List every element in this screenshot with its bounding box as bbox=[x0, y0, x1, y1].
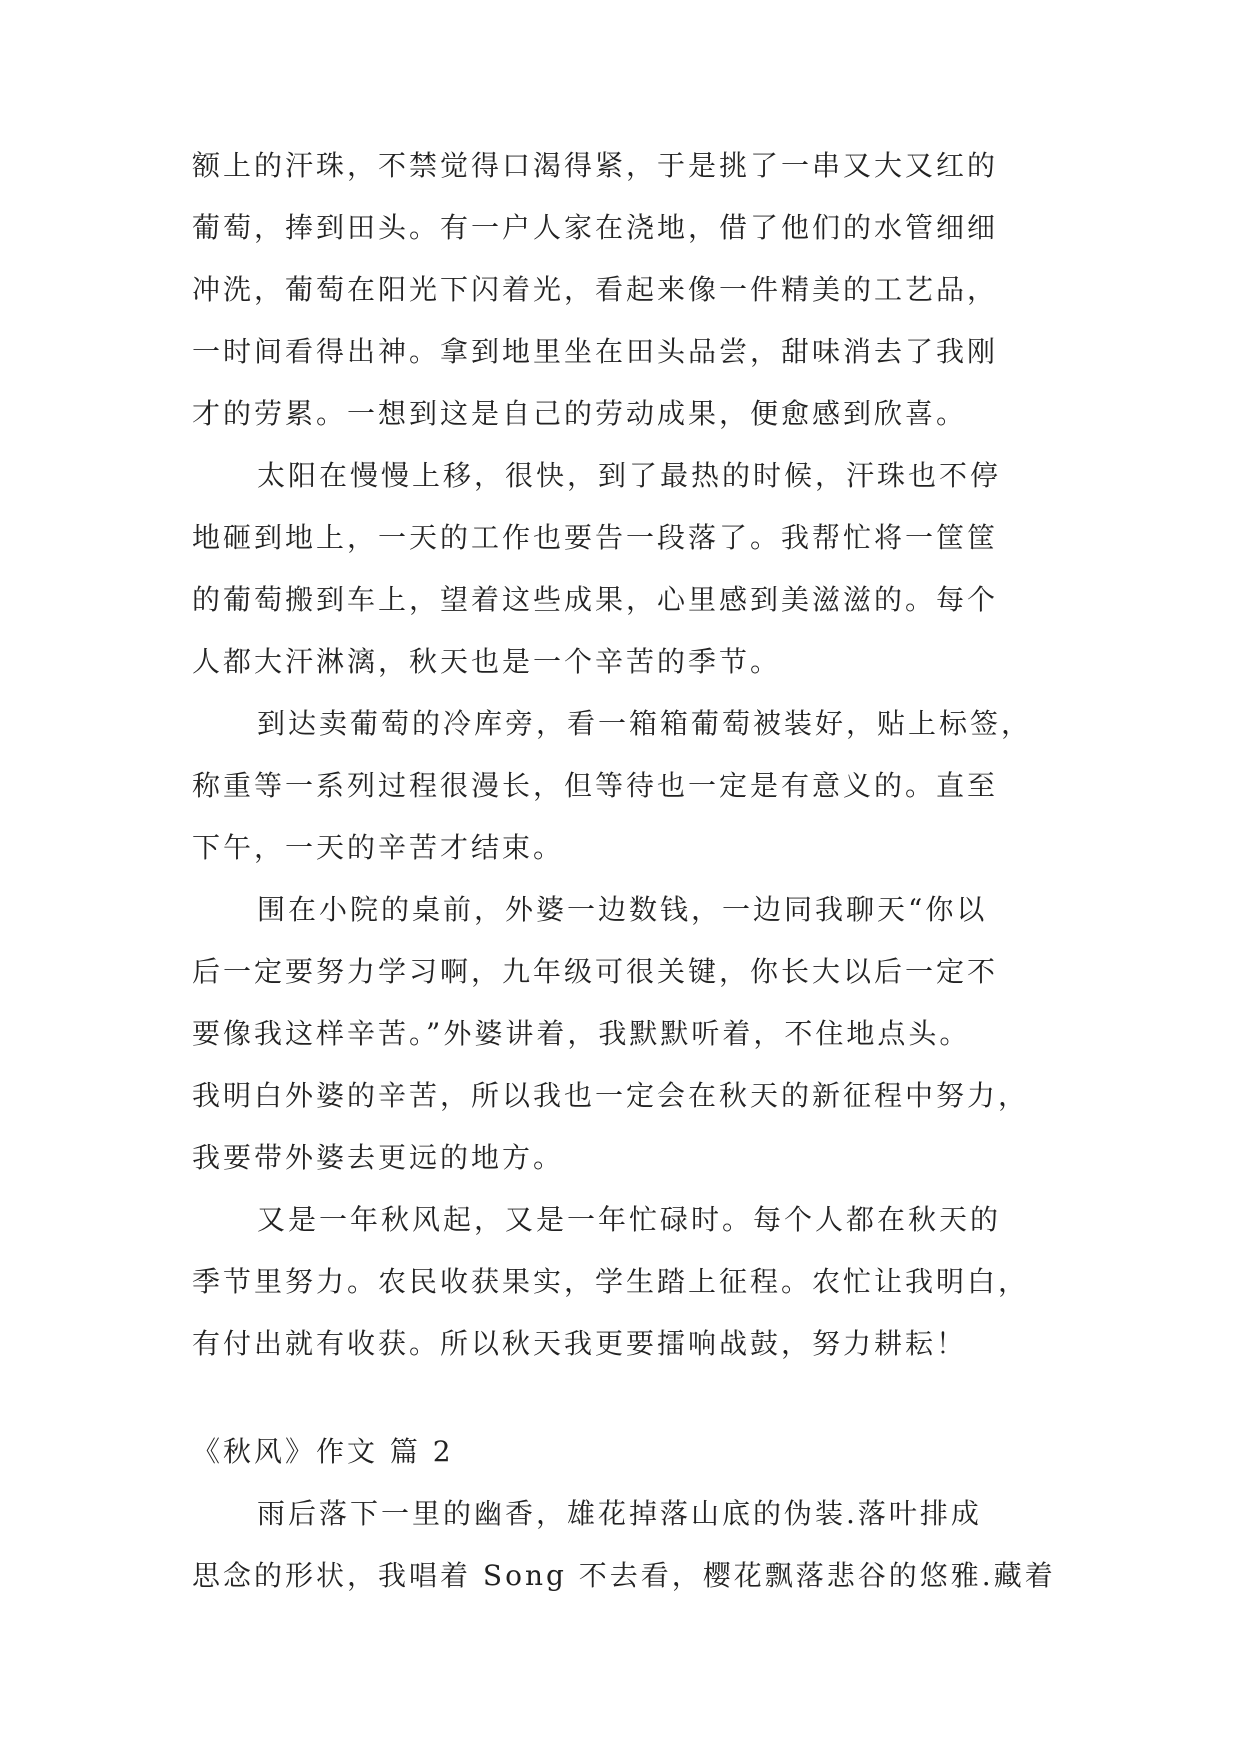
text-line: 要像我这样辛苦。”外婆讲着，我默默听着，不住地点头。 bbox=[192, 1017, 971, 1050]
text-line: 地砸到地上，一天的工作也要告一段落了。我帮忙将一筐筐 bbox=[192, 521, 999, 554]
text-line: 葡萄，捧到田头。有一户人家在浇地，借了他们的水管细细 bbox=[192, 211, 999, 244]
text-line: 的葡萄搬到车上，望着这些成果，心里感到美滋滋的。每个 bbox=[192, 583, 999, 616]
text-line: 下午，一天的辛苦才结束。 bbox=[192, 831, 565, 864]
text-line: 有付出就有收获。所以秋天我更要擂响战鼓，努力耕耘！ bbox=[192, 1327, 968, 1360]
section-heading: 《秋风》作文 篇 2 bbox=[192, 1435, 454, 1468]
text-line: 我明白外婆的辛苦，所以我也一定会在秋天的新征程中努力， bbox=[192, 1079, 1030, 1112]
text-line: 思念的形状，我唱着 Song 不去看，樱花飘落悲谷的悠雅.藏着 bbox=[192, 1559, 1056, 1592]
paragraph-first-line: 又是一年秋风起，又是一年忙碌时。每个人都在秋天的 bbox=[257, 1203, 1002, 1236]
paragraph-first-line: 到达卖葡萄的冷库旁，看一箱箱葡萄被装好，贴上标签， bbox=[257, 707, 1033, 740]
text-line: 人都大汗淋漓，秋天也是一个辛苦的季节。 bbox=[192, 645, 782, 678]
text-line: 后一定要努力学习啊，九年级可很关键，你长大以后一定不 bbox=[192, 955, 999, 988]
paragraph-first-line: 雨后落下一里的幽香，雄花掉落山底的伪装.落叶排成 bbox=[257, 1497, 982, 1530]
text-line: 一时间看得出神。拿到地里坐在田头品尝，甜味消去了我刚 bbox=[192, 335, 999, 368]
text-line: 我要带外婆去更远的地方。 bbox=[192, 1141, 565, 1174]
text-line: 额上的汗珠，不禁觉得口渴得紧，于是挑了一串又大又红的 bbox=[192, 149, 999, 182]
text-line: 冲洗，葡萄在阳光下闪着光，看起来像一件精美的工艺品， bbox=[192, 273, 999, 306]
paragraph-first-line: 太阳在慢慢上移，很快，到了最热的时候，汗珠也不停 bbox=[257, 459, 1002, 492]
text-line: 称重等一系列过程很漫长，但等待也一定是有意义的。直至 bbox=[192, 769, 999, 802]
paragraph-first-line: 围在小院的桌前，外婆一边数钱，一边同我聊天“你以 bbox=[257, 893, 988, 926]
text-line: 才的劳累。一想到这是自己的劳动成果，便愈感到欣喜。 bbox=[192, 397, 968, 430]
text-line: 季节里努力。农民收获果实，学生踏上征程。农忙让我明白， bbox=[192, 1265, 1030, 1298]
